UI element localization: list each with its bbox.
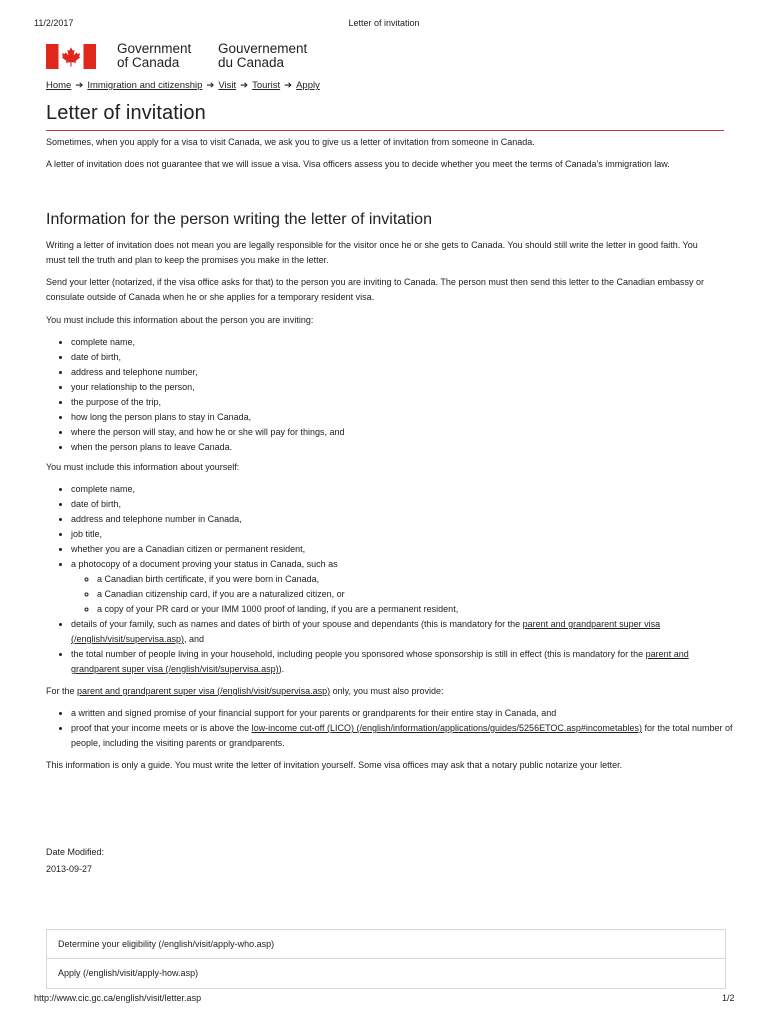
maple-leaf-icon: [62, 47, 81, 66]
list-item: ◦ a copy of your PR card or your IMM 1000 proof of landing, if you are a permanent resident,: [97, 602, 739, 617]
list-item: • whether you are a Canadian citizen or permanent resident,: [71, 542, 739, 557]
list-item: • job title,: [71, 527, 739, 542]
status-doc-list: [71, 572, 739, 617]
wordmark-en-line2: of Canada: [117, 55, 180, 70]
family-item-text: details of your family, such as names and dates of birth of your spouse and dependants (this is mandatory for the: [71, 619, 523, 629]
supervisa-paragraph: [46, 684, 714, 699]
breadcrumb-arrow-icon: ➔: [75, 80, 84, 91]
intro-paragraph-1: Sometimes, when you apply for a visa to visit Canada, we ask you to give us a letter of invitation from someone in Canada.: [46, 137, 535, 147]
list-item: • address and telephone number,: [71, 365, 739, 380]
breadcrumb-arrow-icon: ➔: [284, 80, 293, 91]
print-date: 11/2/2017: [34, 18, 74, 28]
wordmark-en-line1: Government: [117, 41, 192, 56]
list-item: • how long the person plans to stay in Canada,: [71, 410, 739, 425]
breadcrumb: [46, 80, 320, 91]
breadcrumb-apply[interactable]: Apply: [296, 80, 320, 91]
breadcrumb-immigration[interactable]: Immigration and citizenship: [87, 80, 203, 91]
nav-link-eligibility[interactable]: Determine your eligibility (/english/visit/apply-who.asp): [47, 930, 725, 959]
wordmark-fr-line1: Gouvernement: [218, 41, 308, 56]
nav-link-apply[interactable]: Apply (/english/visit/apply-how.asp): [58, 968, 199, 978]
supervisa-para-text: For the: [46, 686, 78, 696]
gouvernement-du-canada-wordmark[interactable]: [218, 42, 307, 70]
status-doc-intro: a photocopy of a document proving your status in Canada, such as: [71, 559, 338, 569]
title-divider: [46, 130, 724, 131]
section-paragraph-2: Send your letter (notarized, if the visa office asks for that) to the person you are inviting to Canada. The person must then send this letter to the Canadian embassy or consulate outside of Canada when he or she applies for a temporary resident visa.: [46, 277, 705, 302]
supervisa-link[interactable]: parent and grandparent super visa (/english/visit/supervisa.asp): [71, 619, 661, 644]
date-modified-value: 2013-09-27: [46, 864, 93, 874]
lico-item-text: proof that your income meets or is above the: [71, 723, 252, 733]
list-item: ◦ a Canadian citizenship card, if you are a naturalized citizen, or: [97, 587, 739, 602]
intro-paragraph-2: A letter of invitation does not guarantee that we will issue a visa. Visa officers assess you to decide whether you meet the terms of Canada's immigration law.: [46, 159, 670, 169]
self-info-list: [46, 482, 739, 677]
section-heading: Information for the person writing the letter of invitation: [46, 211, 432, 228]
breadcrumb-tourist[interactable]: Tourist: [252, 80, 281, 91]
list-item: • where the person will stay, and how he or she will pay for things, and: [71, 425, 739, 440]
list-item: [71, 617, 739, 647]
list-item: [71, 647, 739, 677]
list-item: • the purpose of the trip,: [71, 395, 739, 410]
breadcrumb-visit[interactable]: Visit: [218, 80, 237, 91]
list-item: • your relationship to the person,: [71, 380, 739, 395]
supervisa-para-tail: only, you must also provide:: [330, 686, 444, 696]
section-paragraph-1: Writing a letter of invitation does not mean you are legally responsible for the visitor once he or she gets to Canada. You should still write the letter in good faith. You must tell the truth and plan to keep the promises you make in the letter.: [46, 240, 698, 265]
government-of-canada-wordmark[interactable]: [117, 42, 191, 70]
supervisa-requirements-list: [46, 706, 751, 751]
list-item: • when the person plans to leave Canada.: [71, 440, 739, 455]
household-item-text: the total number of people living in your household, including people you sponsored whose sponsorship is still in effect (this is mandatory for the: [71, 649, 646, 659]
list-item: • date of birth,: [71, 497, 739, 512]
breadcrumb-home[interactable]: Home: [46, 80, 72, 91]
breadcrumb-arrow-icon: ➔: [240, 80, 249, 91]
list-item: • date of birth,: [71, 350, 739, 365]
list-item: • complete name,: [71, 482, 739, 497]
breadcrumb-arrow-icon: ➔: [206, 80, 215, 91]
list-item: • a written and signed promise of your financial support for your parents or grandparents for their entire stay in Canada, and: [71, 706, 751, 721]
invitee-info-list: [46, 335, 739, 455]
list-item: • address and telephone number in Canada,: [71, 512, 739, 527]
lico-link[interactable]: low-income cut-off (LICO) (/english/information/applications/guides/5256ETOC.asp#incometables): [251, 723, 642, 733]
print-title: Letter of invitation: [348, 18, 420, 28]
canada-flag-icon: [46, 44, 96, 69]
supervisa-link[interactable]: parent and grandparent super visa (/english/visit/supervisa.asp): [77, 686, 331, 696]
wordmark-fr-line2: du Canada: [218, 55, 285, 70]
supervisa-link[interactable]: parent and grandparent super visa (/english/visit/supervisa.asp): [71, 649, 689, 674]
list-item: • complete name,: [71, 335, 739, 350]
lico-item-tail: for the total number of people, including the visiting parents or grandparents.: [71, 723, 733, 748]
list-item: [71, 557, 739, 617]
list-item: [71, 721, 751, 751]
invitee-intro: You must include this information about the person you are inviting:: [46, 315, 314, 325]
guide-note: This information is only a guide. You must write the letter of invitation yourself. Some visa offices may ask that a notary public notarize your letter.: [46, 760, 623, 770]
flag-band-left: [46, 44, 59, 69]
date-modified-label: Date Modified:: [46, 847, 105, 857]
list-item: ◦ a Canadian birth certificate, if you were born in Canada,: [97, 572, 739, 587]
page-number: 1/2: [722, 993, 735, 1003]
family-item-tail: , and: [184, 634, 205, 644]
household-item-tail: ).: [278, 664, 285, 674]
related-links-panel: [46, 929, 726, 989]
page-title: Letter of invitation: [46, 102, 206, 124]
self-intro: You must include this information about yourself:: [46, 462, 240, 472]
flag-band-right: [84, 44, 97, 69]
footer-url: http://www.cic.gc.ca/english/visit/letter.asp: [34, 993, 202, 1003]
